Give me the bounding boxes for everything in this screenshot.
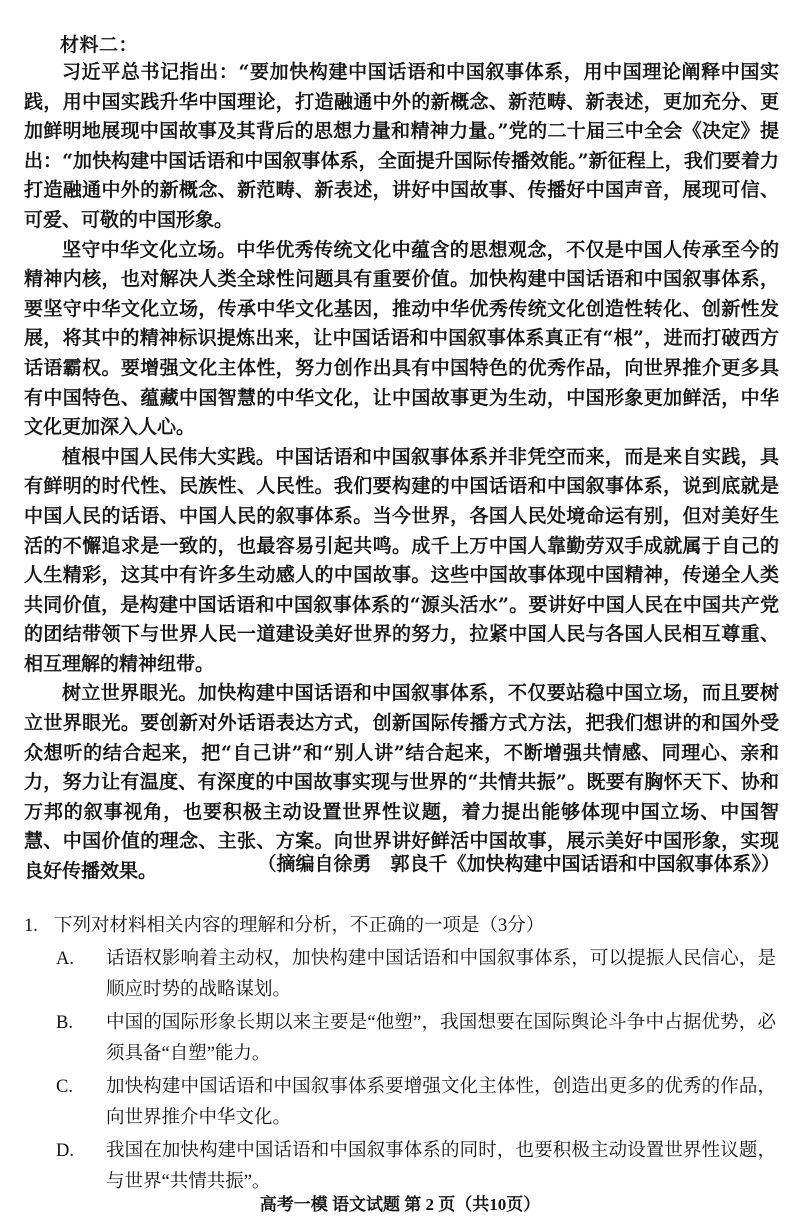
material-passage [24, 58, 779, 887]
question-number: 1. [24, 916, 38, 936]
page-footer: 高考一模 语文试题 第 2 页（共10页） [259, 1195, 541, 1214]
option-letter: C. [56, 1077, 73, 1097]
option-letter: B. [56, 1013, 73, 1033]
option-letter: D. [56, 1141, 74, 1161]
passage-paragraph-3: 植根中国人民伟大实践。中国话语和中国叙事体系并非凭空而来，而是来自实践，具有鲜明的时代性、民族性、人民性。我们要构建的中国话语和中国叙事体系，说到底就是中国人民的话语、中国人民的叙事体系。当今世界，各国人民处境命运有别，但对美好生活的不懈追求是一致的，也最容易引起共鸣。成千上万中国人靠勤劳双手成就属于自己的人生精彩，这其中有许多生动感人的中国故事。这些中国故事体现中国精神，传递全人类共同价值，是构建中国话语和中国叙事体系的“源头活水”。要讲好中国人民在中国共产党的团结带领下与世界人民一道建设美好世界的努力，拉紧中国人民与各国人民相互尊重、相互理解的精神纽带。 [24, 445, 779, 675]
material-heading: 材料二： [60, 34, 139, 56]
option-text: 话语权影响着主动权，加快构建中国话语和中国叙事体系，可以提振人民信心，是顺应时势的战略谋划。 [106, 949, 776, 1000]
passage-source-citation: （摘编自徐勇 郭良千《加快构建中国话语和中国叙事体系》） [257, 853, 780, 875]
question-stem-text: 下列对材料相关内容的理解和分析，不正确的一项是（3分） [54, 916, 545, 936]
option-b [24, 1008, 776, 1070]
option-c [24, 1072, 776, 1134]
question-1 [24, 911, 776, 1198]
passage-paragraph-1: 习近平总书记指出：“要加快构建中国话语和中国叙事体系，用中国理论阐释中国实践，用中国实践升华中国理论，打造融通中外的新概念、新范畴、新表述，更加充分、更加鲜明地展现中国故事及其背后的思想力量和精神力量。”党的二十届三中全会《决定》提出：“加快构建中国话语和中国叙事体系，全面提升国际传播效能。”新征程上，我们要着力打造融通中外的新概念、新范畴、新表述，讲好中国故事、传播好中国声音，展现可信、可爱、可敬的中国形象。 [24, 61, 779, 231]
option-letter: A. [56, 949, 74, 969]
option-a [24, 944, 776, 1006]
passage-paragraph-2: 坚守中华文化立场。中华优秀传统文化中蕴含的思想观念，不仅是中国人传承至今的精神内核，也对解决人类全球性问题具有重要价值。加快构建中国话语和中国叙事体系，要坚守中华文化立场，传承中华文化基因，推动中华优秀传统文化创造性转化、创新性发展，将其中的精神标识提炼出来，让中国话语和中国叙事体系真正有“根”，进而打破西方话语霸权。要增强文化主体性，努力创作出具有中国特色的优秀作品，向世界推介更多具有中国特色、蕴藏中国智慧的中华文化，让中国故事更为生动，中国形象更加鲜活，中华文化更加深入人心。 [24, 238, 779, 439]
passage-paragraph-4: 树立世界眼光。加快构建中国话语和中国叙事体系，不仅要站稳中国立场，而且要树立世界眼光。要创新对外话语表达方式，创新国际传播方式方法，把我们想讲的和国外受众想听的结合起来，把“自己讲”和“别人讲”结合起来，不断增强共情感、同理心、亲和力，努力让有温度、有深度的中国故事实现与世界的“共情共振”。既要有胸怀天下、协和万邦的叙事视角，也要积极主动设置世界性议题，着力提出能够体现中国立场、中国智慧、中国价值的理念、主张、方案。向世界讲好鲜活中国故事，展示美好中国形象，实现良好传播效果。 [24, 682, 779, 883]
question-stem [24, 911, 776, 942]
option-text: 中国的国际形象长期以来主要是“他塑”，我国想要在国际舆论斗争中占据优势，必须具备“自塑”能力。 [106, 1013, 776, 1064]
option-text: 我国在加快构建中国话语和中国叙事体系的同时，也要积极主动设置世界性议题，与世界“共情共振”。 [106, 1141, 776, 1192]
option-text: 加快构建中国话语和中国叙事体系要增强文化主体性，创造出更多的优秀的作品，向世界推介中华文化。 [106, 1077, 776, 1128]
option-d [24, 1136, 776, 1198]
